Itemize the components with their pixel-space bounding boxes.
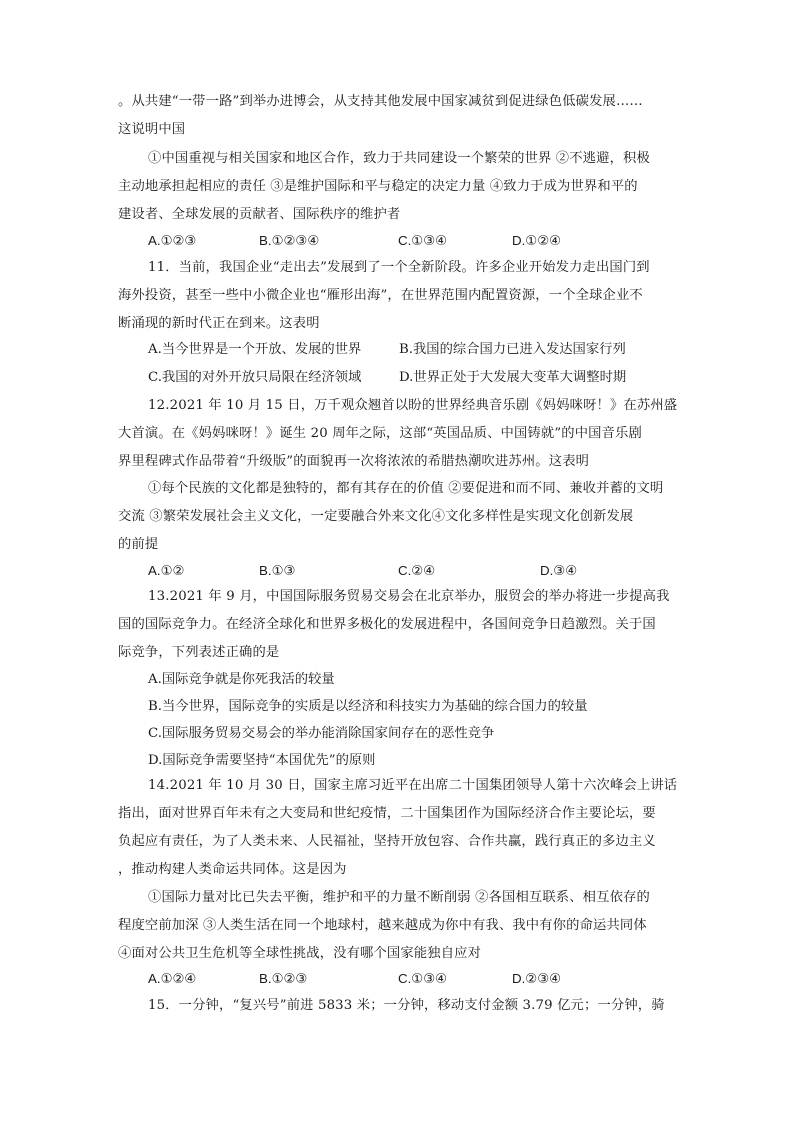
q10-statement-line: ①中国重视与相关国家和地区合作，致力于共同建设一个繁荣的世界 ②不逃避，积极	[148, 151, 650, 166]
q14-option-b: B.①②③	[259, 971, 308, 986]
q14-stem-line: 14.2021 年 10 月 30 日，国家主席习近平在出席二十国集团领导人第十六次峰会上讲话	[148, 778, 678, 793]
q11-option-c: C.我国的对外开放只局限在经济领域	[148, 370, 362, 385]
q10-statement-line: 建设者、全球发展的贡献者、国际秩序的维护者	[118, 207, 401, 222]
q13-option-a: A.国际竞争就是你死我活的较量	[148, 672, 335, 687]
q14-stem-line: ，推动构建人类命运共同体。这是因为	[118, 862, 347, 877]
q14-stem-line: 负起应有责任，为了人类未来、人民福祉，坚持开放包容、合作共赢，践行真正的多边主义	[118, 834, 656, 849]
q11-option-d: D.世界正处于大发展大变革大调整时期	[399, 370, 627, 385]
q11-option-b: B.我国的综合国力已进入发达国家行列	[399, 342, 626, 357]
q14-statement-line: 程度空前加深 ③人类生活在同一个地球村，越来越成为你中有我、我中有你的命运共同体	[118, 918, 647, 933]
q12-option-a: A.①②	[148, 563, 185, 578]
q11-stem-line: 断涌现的新时代正在到来。这表明	[118, 316, 320, 331]
q13-option-c: C.国际服务贸易交易会的举办能消除国家间存在的恶性竞争	[148, 726, 495, 741]
q10-option-c: C.①③④	[398, 233, 448, 248]
q12-option-c: C.②④	[398, 563, 436, 578]
q14-stem-line: 指出，面对世界百年未有之大变局和世纪疫情，二十国集团作为国际经济合作主要论坛，要	[118, 806, 656, 821]
q11-option-a: A.当今世界是一个开放、发展的世界	[148, 342, 362, 357]
q14-option-a: A.①②④	[148, 971, 197, 986]
q10-stem-line: 。从共建“一带一路”到举办进博会，从支持其他发展中国家减贫到促进绿色低碳发展……	[118, 94, 643, 109]
q10-option-a: A.①②③	[148, 233, 197, 248]
q12-stem-line: 12.2021 年 10 月 15 日，万千观众翘首以盼的世界经典音乐剧《妈妈咪呀！》在苏州盛	[148, 398, 678, 413]
q14-option-d: D.②③④	[512, 971, 562, 986]
q10-statement-line: 主动地承担起相应的责任 ③是维护国际和平与稳定的决定力量 ④致力于成为世界和平的	[118, 179, 638, 194]
q12-statement-line: 交流 ③繁荣发展社会主义文化，一定要融合外来文化④文化多样性是实现文化创新发展	[118, 509, 634, 524]
q13-stem-line: 际竞争，下列表述正确的是	[118, 645, 280, 660]
q12-stem-line: 大首演。在《妈妈咪呀！》诞生 20 周年之际，这部“英国品质、中国铸就”的中国音乐剧	[118, 426, 642, 441]
q13-stem-line: 13.2021 年 9 月，中国国际服务贸易交易会在北京举办，服贸会的举办将进一步提高我	[148, 589, 670, 604]
q14-statement-line: ④面对公共卫生危机等全球性挑战，没有哪个国家能独自应对	[118, 946, 482, 961]
q12-option-b: B.①③	[259, 563, 296, 578]
q12-statement-line: 的前提	[118, 537, 159, 552]
q10-option-b: B.①②③④	[259, 233, 320, 248]
q13-stem-line: 国的国际竞争力。在经济全球化和世界多极化的发展进程中，各国间竞争日趋激烈。关于国	[118, 617, 656, 632]
q14-option-c: C.①③④	[398, 971, 448, 986]
q12-option-d: D.③④	[540, 563, 578, 578]
q11-stem-line: 11．当前，我国企业“走出去”发展到了一个全新阶段。许多企业开始发力走出国门到	[148, 260, 650, 275]
q13-option-b: B.当今世界，国际竞争的实质是以经济和科技实力为基础的综合国力的较量	[148, 699, 588, 714]
q10-option-d: D.①②④	[512, 233, 562, 248]
q13-option-d: D.国际竞争需要坚持“本国优先”的原则	[148, 753, 376, 768]
q12-stem-line: 界里程碑式作品带着“升级版”的面貌再一次将浓浓的希腊热潮吹进苏州。这表明	[118, 454, 590, 469]
q10-stem-line: 这说明中国	[118, 122, 186, 137]
q14-statement-line: ①国际力量对比已失去平衡，维护和平的力量不断削弱 ②各国相互联系、相互依存的	[148, 890, 650, 905]
q12-statement-line: ①每个民族的文化都是独特的，都有其存在的价值 ②要促进和而不同、兼收并蓄的文明	[148, 481, 664, 496]
q15-stem-line: 15．一分钟，“复兴号”前进 5833 米；一分钟，移动支付金额 3.79 亿元；一分钟，骑	[148, 998, 665, 1013]
q11-stem-line: 海外投资，甚至一些中小微企业也“雁形出海”，在世界范围内配置资源，一个全球企业不	[118, 288, 643, 303]
